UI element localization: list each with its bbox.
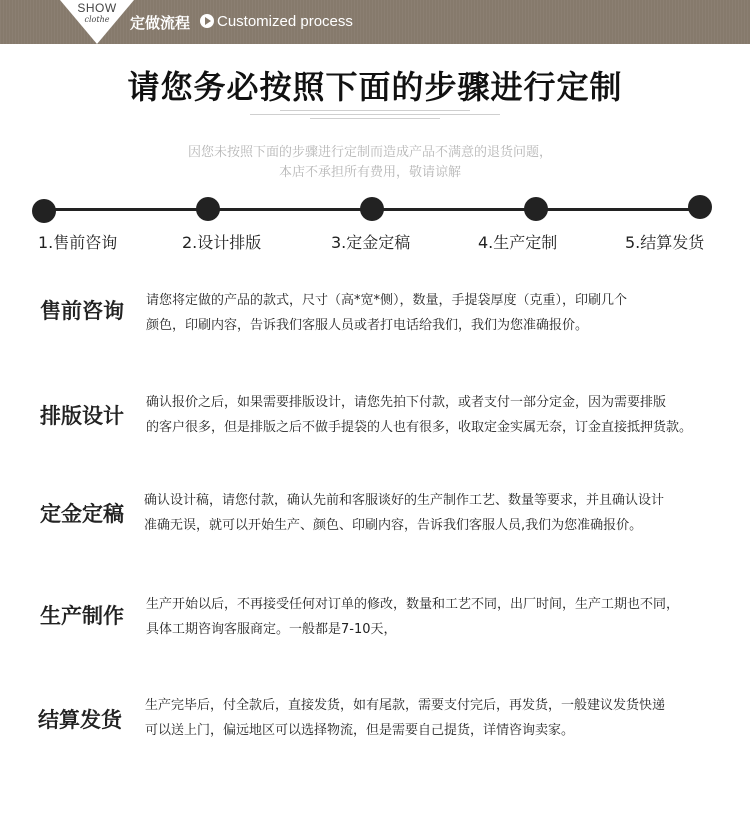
step-label-1: 1.售前咨询 bbox=[38, 233, 118, 252]
section-text-line: 生产完毕后，付全款后，直接发货，如有尾款，需要支付完后，再发货，一般建议发货快递 bbox=[145, 698, 666, 713]
section-heading-settlement: 结算发货 bbox=[38, 708, 122, 732]
step-label-2: 2.设计排版 bbox=[182, 233, 262, 252]
step-dot-2 bbox=[196, 197, 220, 221]
notice-line1: 因您未按照下面的步骤进行定制而造成产品不满意的退货问题， bbox=[187, 145, 552, 160]
step-label-5: 5.结算发货 bbox=[625, 233, 705, 252]
show-badge bbox=[60, 0, 134, 44]
notice bbox=[0, 143, 740, 183]
step-dot-1 bbox=[32, 199, 56, 223]
section-text-line: 确认设计稿，请您付款，确认先前和客服谈好的生产制作工艺、数量等要求，并且确认设计 bbox=[144, 493, 665, 508]
section-heading-design: 排版设计 bbox=[40, 404, 124, 428]
section-heading-deposit: 定金定稿 bbox=[40, 502, 124, 526]
badge-line1: SHOW bbox=[77, 1, 117, 15]
section-text-line: 颜色，印刷内容，告诉我们客服人员或者打电话给我们，我们为您准确报价。 bbox=[146, 318, 589, 333]
section-text-line: 请您将定做的产品的款式，尺寸（高*宽*侧），数量，手提袋厚度（克重），印刷几个 bbox=[146, 293, 628, 308]
notice-line2: 本店不承担所有费用，敬请谅解 bbox=[278, 165, 461, 180]
section-text-settlement bbox=[145, 693, 665, 743]
section-text-line: 可以送上门，偏远地区可以选择物流，但是需要自己提货，详情咨询卖家。 bbox=[145, 723, 575, 738]
decorative-fineprint bbox=[250, 108, 500, 124]
section-text-line: 生产开始以后，不再接受任何对订单的修改，数量和工艺不同，出厂时间，生产工期也不同， bbox=[146, 597, 680, 612]
section-text-line: 的客户很多，但是排版之后不做手提袋的人也有很多，收取定金实属无奈，订金直接抵押货款。 bbox=[146, 420, 693, 435]
section-text-presale bbox=[146, 288, 627, 338]
circle-arrow-right-icon bbox=[200, 14, 214, 28]
header-banner bbox=[0, 0, 750, 44]
step-dot-4 bbox=[524, 197, 548, 221]
section-text-production bbox=[146, 592, 679, 642]
section-text-deposit bbox=[144, 488, 664, 538]
section-heading-production: 生产制作 bbox=[40, 604, 124, 628]
section-text-line: 具体工期咨询客服商定。一般都是7-10天， bbox=[146, 622, 397, 637]
section-text-line: 准确无误，就可以开始生产、颜色、印刷内容，告诉我们客服人员,我们为您准确报价。 bbox=[144, 518, 643, 533]
section-heading-presale: 售前咨询 bbox=[40, 299, 124, 323]
section-text-line: 确认报价之后，如果需要排版设计，请您先拍下付款，或者支付一部分定金，因为需要排版 bbox=[146, 395, 667, 410]
step-label-3: 3.定金定稿 bbox=[331, 233, 411, 252]
banner-subtitle: Customized process bbox=[217, 13, 353, 30]
banner-title: 定做流程 bbox=[130, 14, 191, 32]
step-dot-5 bbox=[688, 195, 712, 219]
step-label-4: 4.生产定制 bbox=[478, 233, 558, 252]
step-dot-3 bbox=[360, 197, 384, 221]
section-text-design bbox=[146, 390, 692, 440]
page-title: 请您务必按照下面的步骤进行定制 bbox=[127, 68, 623, 106]
badge-line2: clothe bbox=[84, 15, 110, 24]
